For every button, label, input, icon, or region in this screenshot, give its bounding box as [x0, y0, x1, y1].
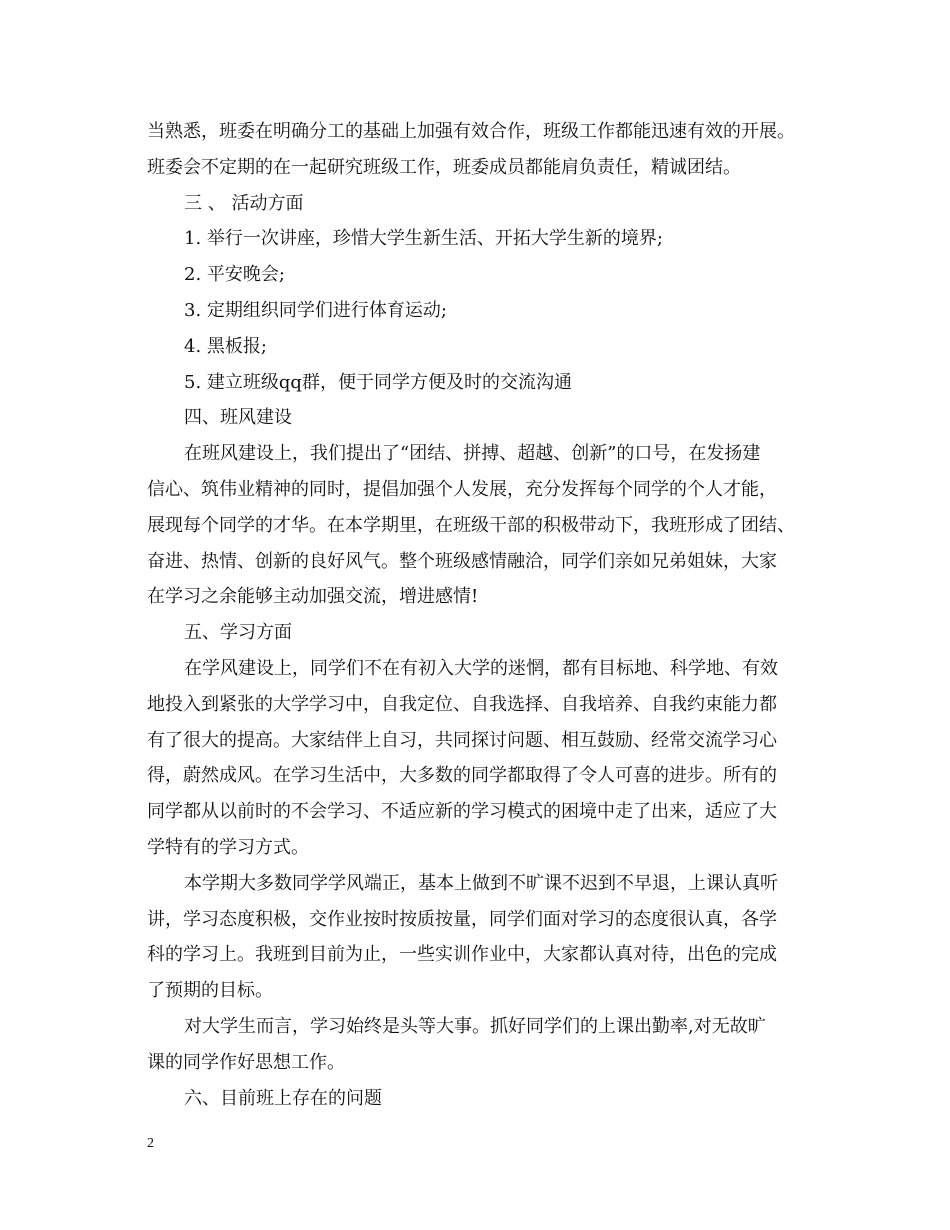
- text-line: 3. 定期组织同学们进行体育运动;: [184, 299, 447, 321]
- text-line: 三 、 活动方面: [184, 192, 304, 214]
- text-line: 课的同学作好思想工作。: [147, 1051, 345, 1073]
- text-line: 1. 举行一次讲座，珍惜大学生新生活、开拓大学生新的境界;: [184, 228, 663, 250]
- text-line: 四、班风建设: [184, 407, 292, 429]
- text-line: 地投入到紧张的大学学习中，自我定位、自我选择、自我培养、自我约束能力都: [147, 693, 777, 715]
- text-line: 班委会不定期的在一起研究班级工作，班委成员都能肩负责任，精诚团结。: [147, 156, 741, 178]
- text-line: 奋进、热情、创新的良好风气。整个班级感情融洽，同学们亲如兄弟姐妹，大家: [147, 550, 777, 572]
- document-body: [147, 114, 812, 1116]
- text-line: 得，蔚然成风。在学习生活中，大多数的同学都取得了令人可喜的进步。所有的: [147, 765, 777, 787]
- text-line: 4. 黑板报;: [184, 335, 267, 357]
- text-line: 信心、筑伟业精神的同时，提倡加强个人发展，充分发挥每个同学的个人才能，: [147, 478, 777, 500]
- text-line: 在学习之余能够主动加强交流，增进感情!: [147, 586, 479, 608]
- text-line: 在班风建设上，我们提出了“团结、拼搏、超越、创新”的口号，在发扬建: [184, 443, 761, 465]
- page-number: 2: [147, 1136, 154, 1151]
- text-line: 五、学习方面: [184, 622, 292, 644]
- text-line: 讲，学习态度积极，交作业按时按质按量，同学们面对学习的态度很认真，各学: [147, 908, 777, 930]
- text-line: 同学都从以前时的不会学习、不适应新的学习模式的困境中走了出来，适应了大: [147, 801, 777, 823]
- text-line: 有了很大的提高。大家结伴上自习，共同探讨问题、相互鼓励、经常交流学习心: [147, 729, 777, 751]
- text-line: 对大学生而言，学习始终是头等大事。抓好同学们的上课出勤率,对无故旷: [184, 1015, 766, 1037]
- text-line: 了预期的目标。: [147, 980, 273, 1002]
- text-line: 本学期大多数同学学风端正，基本上做到不旷课不迟到不早退，上课认真听: [184, 872, 778, 894]
- text-line: 六、目前班上存在的问题: [184, 1087, 382, 1109]
- text-line: 科的学习上。我班到目前为止，一些实训作业中，大家都认真对待，出色的完成: [147, 944, 777, 966]
- text-line: 展现每个同学的才华。在本学期里，在班级干部的积极带动下，我班形成了团结、: [147, 514, 795, 536]
- text-line: 5. 建立班级qq群，便于同学方便及时的交流沟通: [184, 371, 572, 393]
- text-line: 当熟悉，班委在明确分工的基础上加强有效合作，班级工作都能迅速有效的开展。: [147, 121, 795, 142]
- text-line: 学特有的学习方式。: [147, 836, 309, 858]
- text-line: 在学风建设上，同学们不在有初入大学的迷惘，都有目标地、科学地、有效: [184, 657, 778, 679]
- text-line: 2. 平安晚会;: [184, 264, 285, 286]
